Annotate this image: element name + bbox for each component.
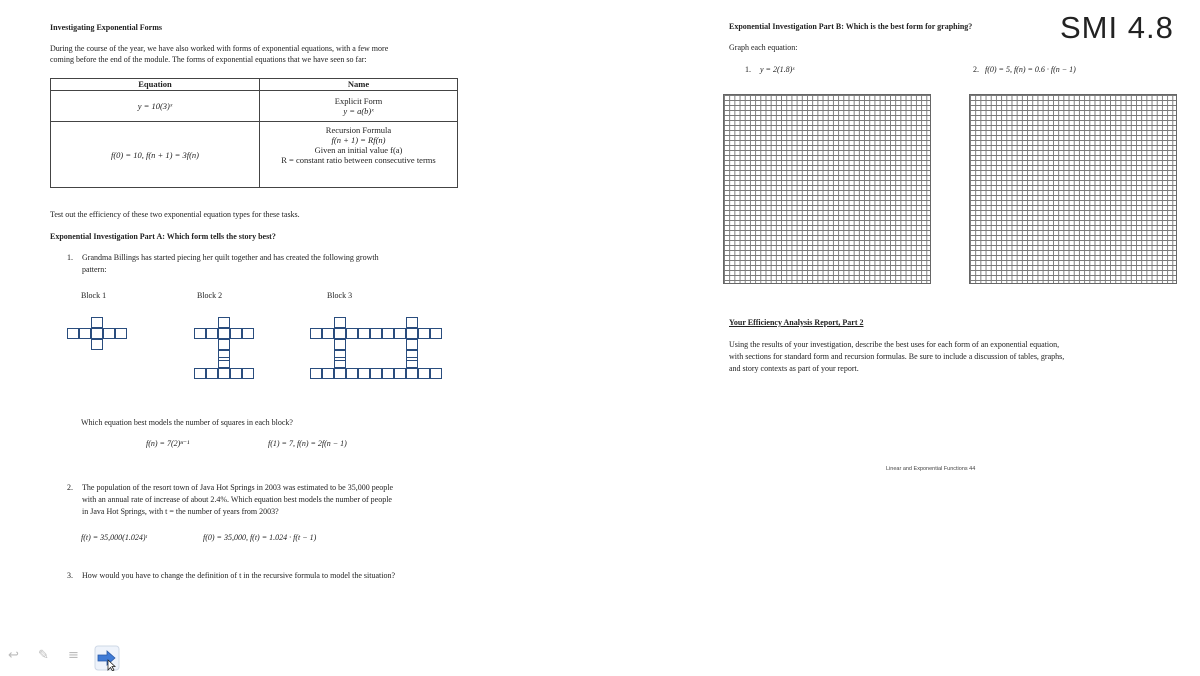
quilt-square	[218, 368, 230, 379]
quilt-square	[406, 357, 418, 368]
quilt-square	[394, 328, 406, 339]
equation-forms-table	[50, 78, 458, 188]
quilt-square	[218, 339, 230, 350]
quilt-square	[91, 339, 103, 350]
quilt-square	[230, 368, 242, 379]
graph-grid-2[interactable]	[969, 94, 1177, 284]
intro-text-line2: coming before the end of the module. The forms of exponential equations that we have seen so far:	[50, 55, 367, 64]
q1-text-line1: Grandma Billings has started piecing her quilt together and has created the following growth	[82, 253, 379, 262]
quilt-square	[79, 328, 91, 339]
report-heading: Your Efficiency Analysis Report, Part 2	[729, 318, 864, 327]
graph-2-equation: f(0) = 5, f(n) = 0.6 · f(n − 1)	[985, 65, 1076, 74]
q1-which-equation: Which equation best models the number of squares in each block?	[81, 418, 293, 427]
quilt-square	[406, 317, 418, 328]
quilt-square	[206, 368, 218, 379]
block-1-label: Block 1	[81, 291, 107, 300]
q2-option-recursive: f(0) = 35,000, f(t) = 1.024 · f(t − 1)	[203, 533, 317, 542]
explicit-form-label: Explicit Form	[334, 96, 383, 107]
quilt-square	[406, 368, 418, 379]
next-slide-button[interactable]	[94, 645, 120, 671]
quilt-square	[406, 339, 418, 350]
quilt-square	[230, 328, 242, 339]
q2-number: 2.	[67, 483, 73, 492]
q1-number: 1.	[67, 253, 73, 262]
recursion-form-label: Recursion Formula	[325, 125, 392, 136]
quilt-square	[322, 328, 334, 339]
part-a-heading: Exponential Investigation Part A: Which form tells the story best?	[50, 232, 276, 241]
recursion-form-formula: f(n + 1) = Rf(n)	[331, 135, 386, 146]
quilt-square	[115, 328, 127, 339]
quilt-square	[334, 357, 346, 368]
quilt-square	[91, 317, 103, 328]
quilt-square	[91, 328, 103, 339]
graph-2-number: 2.	[973, 65, 979, 74]
slide-badge: SMI 4.8	[1060, 10, 1174, 45]
quilt-square	[334, 368, 346, 379]
quilt-square	[67, 328, 79, 339]
q1-option-explicit: f(n) = 7(2)ⁿ⁻¹	[146, 439, 190, 448]
quilt-square	[242, 368, 254, 379]
quilt-square	[346, 328, 358, 339]
quilt-square	[310, 368, 322, 379]
table-header-equation: Equation	[51, 79, 260, 91]
q2-text-line2: with an annual rate of increase of about 2.4%. Which equation best models the number of people	[82, 495, 392, 504]
q3-number: 3.	[67, 571, 73, 580]
quilt-square	[418, 328, 430, 339]
graph-1-equation: y = 2(1.8)ˣ	[760, 65, 795, 74]
recursion-initial-value: Given an initial value f(a)	[314, 145, 403, 156]
report-text-line1: Using the results of your investigation, describe the best uses for each form of an exponential equation,	[729, 340, 1060, 349]
table-cell-recursive-equation: f(0) = 10, f(n + 1) = 3f(n)	[51, 122, 260, 188]
quilt-square	[334, 317, 346, 328]
table-cell-recursive-name	[260, 122, 458, 188]
quilt-square	[334, 328, 346, 339]
page-title: Investigating Exponential Forms	[50, 23, 163, 32]
quilt-square	[218, 357, 230, 368]
next-slide-arrow-icon	[94, 645, 120, 671]
q2-text-line1: The population of the resort town of Java Hot Springs in 2003 was estimated to be 35,000 people	[82, 483, 394, 492]
quilt-square	[430, 368, 442, 379]
quilt-square	[358, 328, 370, 339]
quilt-square	[418, 368, 430, 379]
quilt-square	[322, 368, 334, 379]
report-text-line3: and story contexts as part of your report.	[729, 364, 859, 373]
graph-1-number: 1.	[745, 65, 751, 74]
quilt-square	[206, 328, 218, 339]
q3-text: How would you have to change the definition of t in the recursive formula to model the situation?	[82, 571, 396, 580]
quilt-square	[194, 328, 206, 339]
intro-text-line1: During the course of the year, we have also worked with forms of exponential equations, with a few more	[50, 44, 389, 53]
q2-text-line3: in Java Hot Springs, with t = the number of years from 2003?	[82, 507, 279, 516]
table-header-name: Name	[260, 79, 458, 91]
recursion-ratio-definition: R = constant ratio between consecutive terms	[281, 155, 436, 166]
quilt-square	[394, 368, 406, 379]
report-text-line2: with sections for standard form and recursion formulas. Be sure to include a discussion of tables, graphs,	[729, 352, 1065, 361]
page-footer: Linear and Exponential Functions 44	[886, 466, 976, 472]
part-b-heading: Exponential Investigation Part B: Which is the best form for graphing?	[729, 22, 973, 31]
quilt-square	[382, 368, 394, 379]
q2-option-explicit: f(t) = 35,000(1.024)ᵗ	[81, 533, 147, 542]
q1-option-recursive: f(1) = 7, f(n) = 2f(n − 1)	[268, 439, 347, 448]
table-cell-explicit-equation: y = 10(3)ˣ	[51, 91, 260, 122]
block-2-label: Block 2	[197, 291, 223, 300]
quilt-square	[218, 317, 230, 328]
quilt-square	[382, 328, 394, 339]
quilt-square	[370, 368, 382, 379]
table-cell-explicit-name	[260, 91, 458, 122]
quilt-square	[334, 339, 346, 350]
menu-icon[interactable]: ≡	[68, 648, 79, 663]
quilt-square	[346, 368, 358, 379]
quilt-square	[242, 328, 254, 339]
quilt-square	[103, 328, 115, 339]
pen-icon[interactable]: ✎	[38, 648, 49, 663]
explicit-form-formula: y = a(b)ˣ	[343, 106, 374, 117]
quilt-square	[430, 328, 442, 339]
undo-arrow-icon[interactable]: ↩	[8, 648, 19, 663]
quilt-square	[358, 368, 370, 379]
quilt-square	[406, 328, 418, 339]
graph-instruction: Graph each equation:	[729, 43, 798, 52]
quilt-square	[218, 328, 230, 339]
quilt-square	[310, 328, 322, 339]
quilt-square	[370, 328, 382, 339]
q1-text-line2: pattern:	[82, 265, 107, 274]
test-instruction: Test out the efficiency of these two exponential equation types for these tasks.	[50, 210, 300, 219]
quilt-square	[194, 368, 206, 379]
graph-grid-1[interactable]	[723, 94, 931, 284]
block-3-label: Block 3	[327, 291, 353, 300]
